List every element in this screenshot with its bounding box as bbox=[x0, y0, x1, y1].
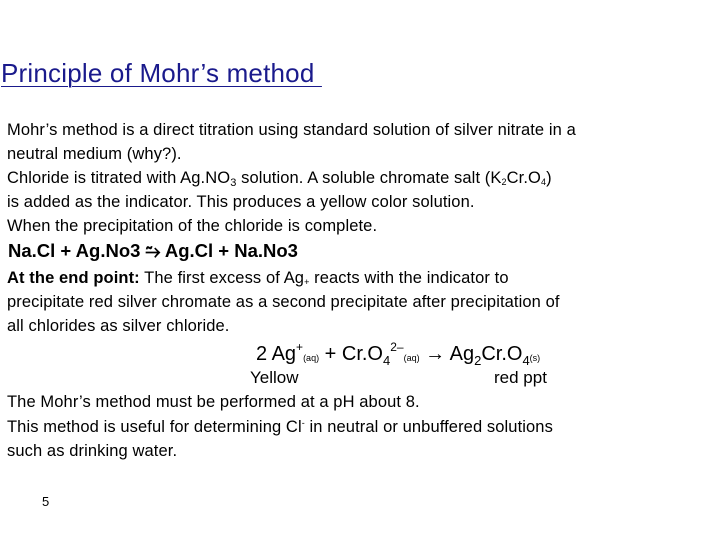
line3-text-c: Cr.O bbox=[506, 169, 541, 187]
body-line-8: all chlorides as silver chloride. bbox=[7, 317, 230, 335]
end-point-line bbox=[7, 269, 509, 288]
slide-title: Principle of Mohr’s method bbox=[1, 58, 322, 88]
eq2-arrow: → bbox=[419, 343, 450, 365]
line3-text-d: ) bbox=[546, 169, 552, 187]
equation1-arrow: ⥲ bbox=[145, 240, 161, 261]
line10-text-a: This method is useful for determining Cl bbox=[7, 418, 302, 436]
eq2-cro: + Cr.O bbox=[319, 343, 383, 365]
reaction-equation-1 bbox=[8, 240, 298, 262]
line10-text-b: in neutral or unbuffered solutions bbox=[304, 418, 553, 436]
body-line-7: precipitate red silver chromate as a second precipitate after precipitation of bbox=[7, 293, 560, 311]
end-point-text-a: The first excess of Ag bbox=[139, 269, 305, 287]
body-line-1: Mohr’s method is a direct titration using standard solution of silver nitrate in a bbox=[7, 121, 576, 139]
end-point-text-b: reacts with the indicator to bbox=[309, 269, 509, 287]
eq2-cro-subscript: 4 bbox=[382, 353, 391, 368]
eq2-cro-charge: 2– bbox=[390, 340, 404, 354]
body-line-9: The Mohr’s method must be performed at a pH about 8. bbox=[7, 393, 420, 411]
eq2-product-state: (s) bbox=[529, 353, 541, 363]
eq2-cro-state: (aq) bbox=[403, 353, 420, 363]
ag-plus-sign: + bbox=[304, 277, 310, 287]
body-line-4: is added as the indicator. This produces a yellow color solution. bbox=[7, 193, 475, 211]
page-number: 5 bbox=[42, 494, 50, 509]
body-line-5: When the precipitation of the chloride is complete. bbox=[7, 217, 378, 235]
line3-text-a: Chloride is titrated with Ag.NO bbox=[7, 169, 231, 187]
end-point-label: At the end point: bbox=[7, 269, 140, 287]
equation1-right: Ag.Cl + Na.No3 bbox=[160, 240, 298, 261]
yellow-label: Yellow bbox=[250, 368, 299, 387]
body-line-11: such as drinking water. bbox=[7, 442, 178, 460]
line3-k-subscript: 2 bbox=[501, 177, 507, 187]
eq2-product-cro: Cr.O bbox=[481, 343, 523, 365]
eq2-product-cro-subscript: 4 bbox=[522, 353, 530, 368]
body-line-10 bbox=[7, 418, 553, 437]
eq2-ag-state: (aq) bbox=[303, 353, 320, 363]
line3-subscript: 3 bbox=[230, 177, 237, 189]
reaction-equation-2 bbox=[256, 340, 540, 368]
line3-o-subscript: 4 bbox=[540, 177, 547, 187]
eq2-product-ag: Ag bbox=[449, 343, 475, 365]
line3-text-b: solution. A soluble chromate salt (K bbox=[236, 169, 502, 187]
red-ppt-label: red ppt bbox=[494, 368, 547, 387]
equation1-left: Na.Cl + Ag.No3 bbox=[8, 240, 141, 261]
body-line-2: neutral medium (why?). bbox=[7, 145, 182, 163]
eq2-ag: 2 Ag bbox=[256, 343, 297, 365]
eq2-product-ag-subscript: 2 bbox=[474, 353, 482, 368]
chloride-charge: - bbox=[301, 418, 305, 428]
eq2-ag-charge: + bbox=[296, 340, 304, 354]
body-line-3 bbox=[7, 169, 552, 189]
